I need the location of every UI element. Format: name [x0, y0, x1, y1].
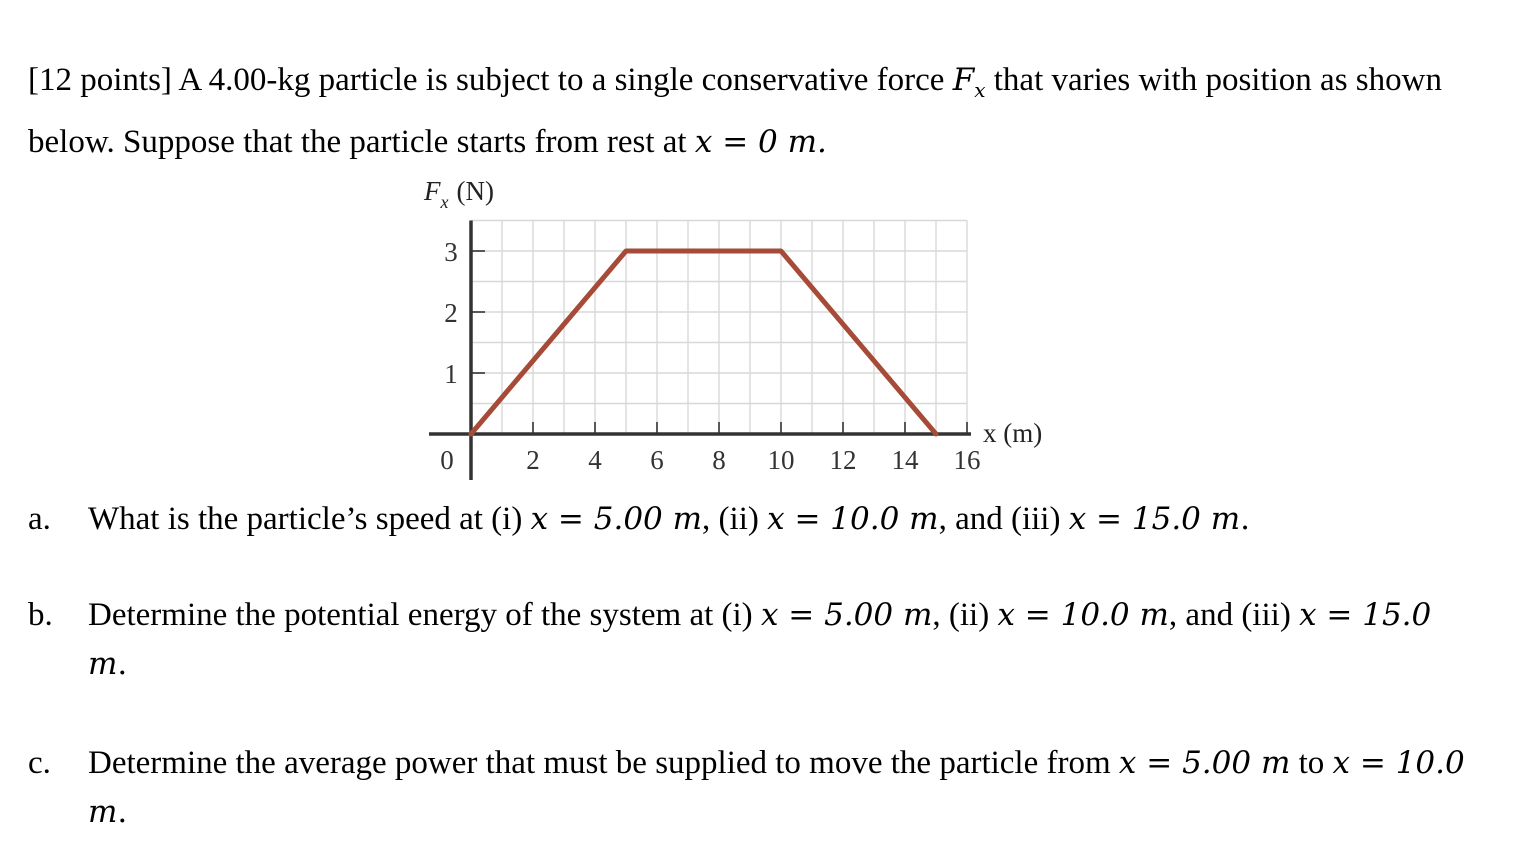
points-label: [12 points]: [28, 62, 172, 98]
x-tick-label: 0: [440, 445, 454, 475]
x-tick-label: 14: [891, 445, 919, 475]
x-tick-label: 8: [712, 445, 726, 475]
ticks: [440, 237, 980, 475]
y-tick-label: 1: [444, 359, 458, 389]
problem-statement: [28, 54, 1498, 168]
force-symbol: $F_x$: [952, 62, 986, 102]
y-axis-title: $F_x$ (N): [424, 176, 494, 212]
question-label: a.: [28, 501, 51, 537]
x-tick-label: 6: [650, 445, 664, 475]
x-tick-label: 16: [953, 445, 981, 475]
start-position: x = 0 m.: [694, 124, 827, 160]
y-tick-label: 3: [444, 237, 458, 267]
x-axis-title: x (m): [983, 418, 1043, 448]
x-tick-label: 4: [588, 445, 602, 475]
axes: [429, 221, 971, 481]
y-tick-label: 2: [444, 298, 458, 328]
question-label: c.: [28, 745, 51, 781]
intro-text-2: that varies with position as shown below. Suppose that the particle starts from rest at: [28, 62, 1442, 160]
force-position-graph: [380, 168, 1080, 488]
x-tick-label: 12: [829, 445, 857, 475]
question-label: b.: [28, 597, 53, 633]
intro-text-1: A 4.00-kg particle is subject to a single conservative force: [178, 62, 945, 98]
x-tick-label: 2: [526, 445, 540, 475]
x-tick-label: 10: [767, 445, 795, 475]
